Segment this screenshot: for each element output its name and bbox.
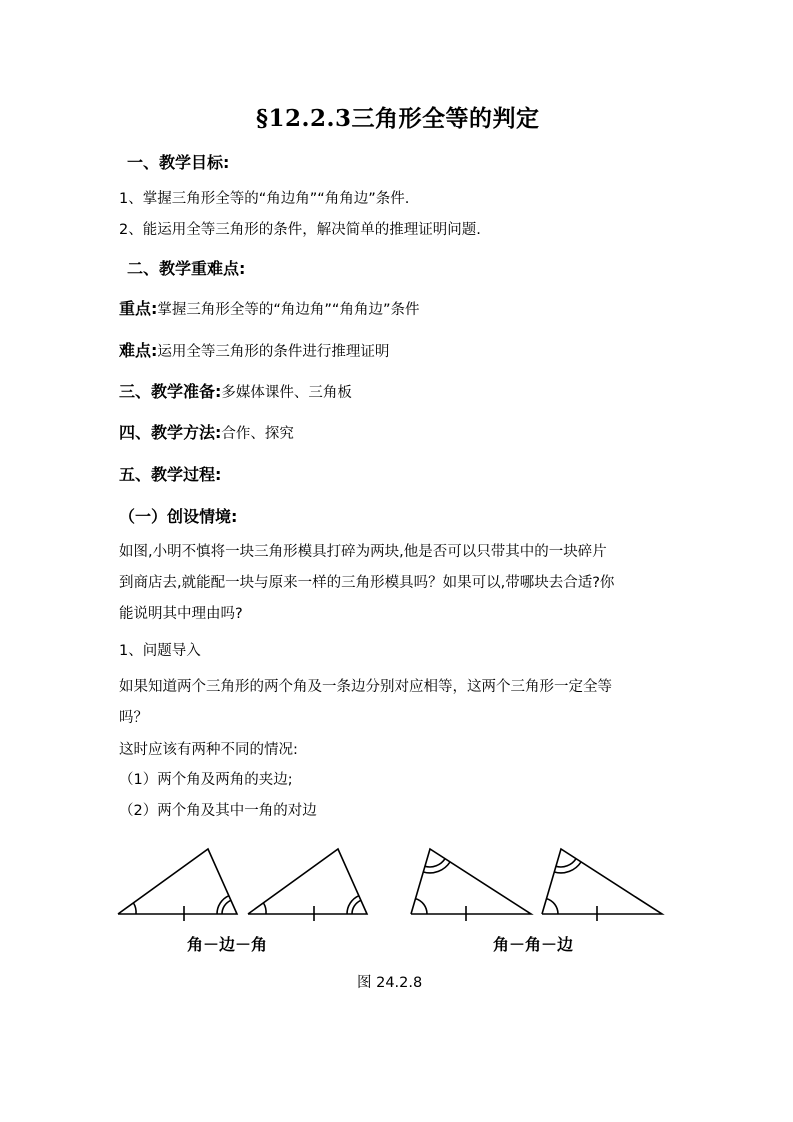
q1-heading: 1、问题导入 [119, 643, 201, 659]
triangle-asa-1 [118, 849, 237, 921]
sub1-heading: （一）创设情境: [119, 507, 238, 526]
section3-text: 多媒体课件、三角板 [221, 385, 352, 401]
section4-label: 四、教学方法: [119, 423, 222, 442]
key-point-text: 掌握三角形全等的“角边角”“角角边”条件 [157, 302, 420, 318]
objective-item-2: 2、能运用全等三角形的条件，解决简单的推理证明问题. [119, 222, 481, 238]
page-title: §12.2.3三角形全等的判定 [256, 105, 540, 132]
para2-line-1: 如果知道两个三角形的两个角及一条边分别对应相等，这两个三角形一定全等 [119, 679, 612, 695]
section3-label: 三、教学准备: [119, 382, 222, 401]
figure-caption: 图 24.2.8 [357, 975, 423, 991]
key-point-label: 重点: [119, 299, 158, 318]
difficult-point-label: 难点: [119, 341, 158, 360]
figure-label-aas: 角－角－边 [493, 935, 574, 954]
figure-label-asa: 角－边－角 [187, 935, 268, 954]
section4-text: 合作、探究 [221, 426, 294, 442]
objective-item-1: 1、掌握三角形全等的“角边角”“角角边”条件. [119, 191, 410, 207]
para1-line-3: 能说明其中理由吗? [119, 606, 243, 622]
case1: （1）两个角及两角的夹边; [119, 772, 293, 788]
para1-line-1: 如图,小明不慎将一块三角形模具打碎为两块,他是否可以只带其中的一块碎片 [119, 544, 607, 560]
section5-heading: 五、教学过程: [119, 465, 222, 484]
section1-heading: 一、教学目标: [127, 153, 230, 172]
section2-heading: 二、教学重难点: [127, 259, 246, 278]
case2: （2）两个角及其中一角的对边 [119, 803, 317, 819]
triangle-aas-2 [542, 849, 662, 921]
triangle-asa-2 [248, 849, 367, 921]
triangle-aas-1 [411, 849, 531, 921]
para2-line-2: 吗？ [119, 710, 148, 726]
difficult-point-text: 运用全等三角形的条件进行推理证明 [157, 344, 390, 360]
para3: 这时应该有两种不同的情况: [119, 742, 298, 758]
para1-line-2: 到商店去,就能配一块与原来一样的三角形模具吗？如果可以,带哪块去合适?你 [119, 575, 615, 591]
